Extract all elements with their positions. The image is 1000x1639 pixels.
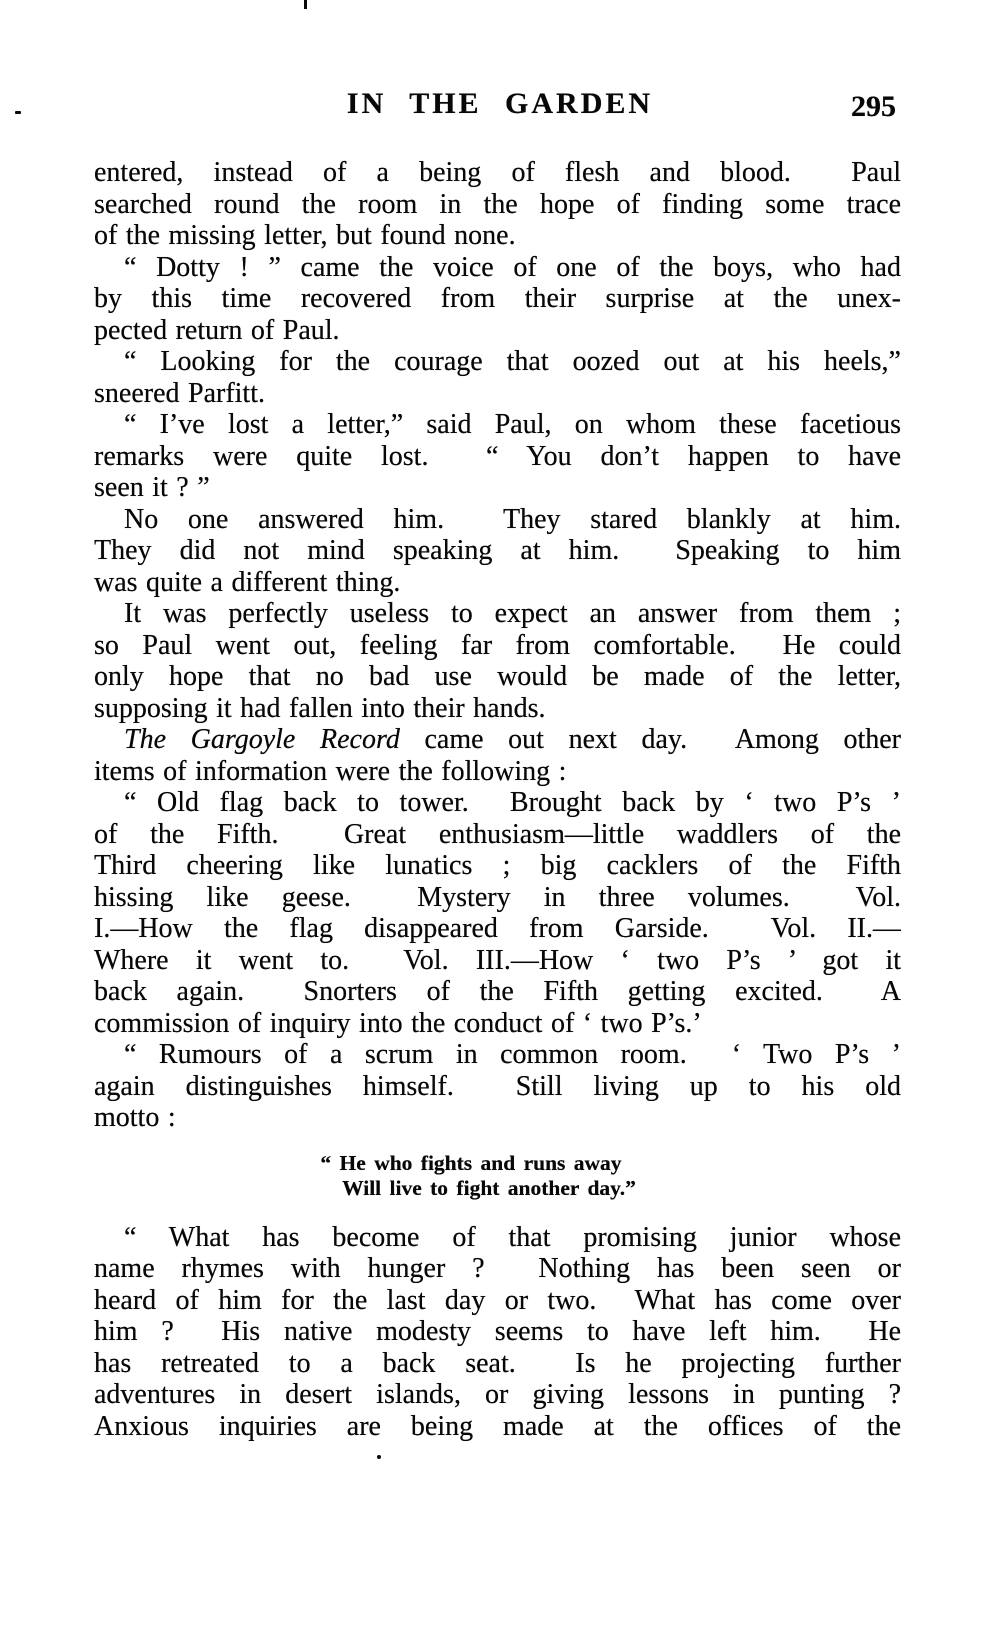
italic-book-title: The Gargoyle Record	[124, 724, 400, 755]
paragraph	[94, 787, 901, 1039]
text-line: “ Old flag back to tower. Brought back by ‘ two P’s ’	[124, 787, 901, 818]
text-line: motto :	[94, 1102, 176, 1133]
text-line: They did not mind speaking at him. Speaking to him	[94, 535, 901, 566]
text-line	[94, 724, 901, 756]
paragraph	[94, 724, 901, 787]
paragraph	[94, 157, 901, 252]
text-line: only hope that no bad use would be made of the letter,	[94, 661, 901, 692]
text-line: by this time recovered from their surprise at the unex-	[94, 283, 901, 314]
paragraph	[94, 598, 901, 724]
text-run: came out next day. Among other	[399, 724, 901, 755]
running-title: IN THE GARDEN	[346, 87, 654, 120]
text-line: of the missing letter, but found none.	[94, 220, 516, 251]
page-number: 295	[851, 90, 896, 123]
paragraph	[94, 1039, 901, 1134]
scan-artifact	[377, 1455, 381, 1459]
text-line: adventures in desert islands, or giving lessons in punting ?	[94, 1379, 901, 1410]
text-line: has retreated to a back seat. Is he projecting further	[94, 1347, 901, 1379]
text-line: “ I’ve lost a letter,” said Paul, on whom these facetious	[124, 409, 901, 440]
verse-line: Will live to fight another day.”	[342, 1175, 636, 1200]
text-line: so Paul went out, feeling far from comfortable. He could	[94, 629, 901, 661]
text-line: No one answered him. They stared blankly at him.	[124, 503, 901, 535]
paragraph	[94, 504, 901, 599]
text-line: Anxious inquiries are being made at the offices of the	[94, 1410, 901, 1442]
text-line: “ Dotty ! ” came the voice of one of the boys, who had	[124, 251, 901, 283]
text-line: “ Looking for the courage that oozed out at his heels,”	[124, 346, 901, 377]
text-line: seen it ? ”	[94, 472, 210, 503]
text-line: pected return of Paul.	[94, 314, 340, 346]
text-line: entered, instead of a being of flesh and blood. Paul	[94, 157, 901, 188]
text-line: of the Fifth. Great enthusiasm—little waddlers of the	[94, 818, 901, 850]
text-line: Third cheering like lunatics ; big cacklers of the Fifth	[94, 850, 901, 881]
paragraph	[94, 346, 901, 409]
text-line: It was perfectly useless to expect an answer from them ;	[124, 598, 901, 629]
text-line: items of information were the following :	[94, 755, 567, 787]
text-line: I.—How the flag disappeared from Garside. Vol. II.—	[94, 913, 901, 944]
text-line: was quite a different thing.	[94, 566, 401, 598]
scan-artifact	[15, 111, 21, 114]
text-line: “ What has become of that promising junior whose	[124, 1221, 901, 1253]
paragraph	[94, 409, 901, 504]
text-line: hissing like geese. Mystery in three volumes. Vol.	[94, 881, 901, 913]
text-line: Where it went to. Vol. III.—How ‘ two P’s ’ got it	[94, 944, 901, 976]
scan-artifact	[304, 0, 307, 9]
paragraph	[94, 252, 901, 347]
text-line: name rhymes with hunger ? Nothing has been seen or	[94, 1253, 901, 1284]
body-text	[94, 157, 901, 1442]
text-line: remarks were quite lost. “ You don’t happen to have	[94, 440, 901, 472]
text-line: again distinguishes himself. Still living up to his old	[94, 1070, 901, 1102]
text-line: him ? His native modesty seems to have left him. He	[94, 1316, 901, 1347]
verse-quote	[94, 1151, 860, 1201]
text-line: heard of him for the last day or two. What has come over	[94, 1284, 901, 1316]
verse-line: “ He who fights and runs away	[320, 1150, 622, 1175]
text-line: sneered Parfitt.	[94, 377, 265, 409]
paragraph	[94, 1222, 901, 1443]
text-line: back again. Snorters of the Fifth getting excited. A	[94, 976, 901, 1007]
text-line: “ Rumours of a scrum in common room. ‘ Two P’s ’	[124, 1039, 901, 1070]
text-line: supposing it had fallen into their hands.	[94, 692, 546, 724]
text-line: commission of inquiry into the conduct of ‘ two P’s.’	[94, 1007, 702, 1039]
text-line: searched round the room in the hope of finding some trace	[94, 188, 901, 220]
